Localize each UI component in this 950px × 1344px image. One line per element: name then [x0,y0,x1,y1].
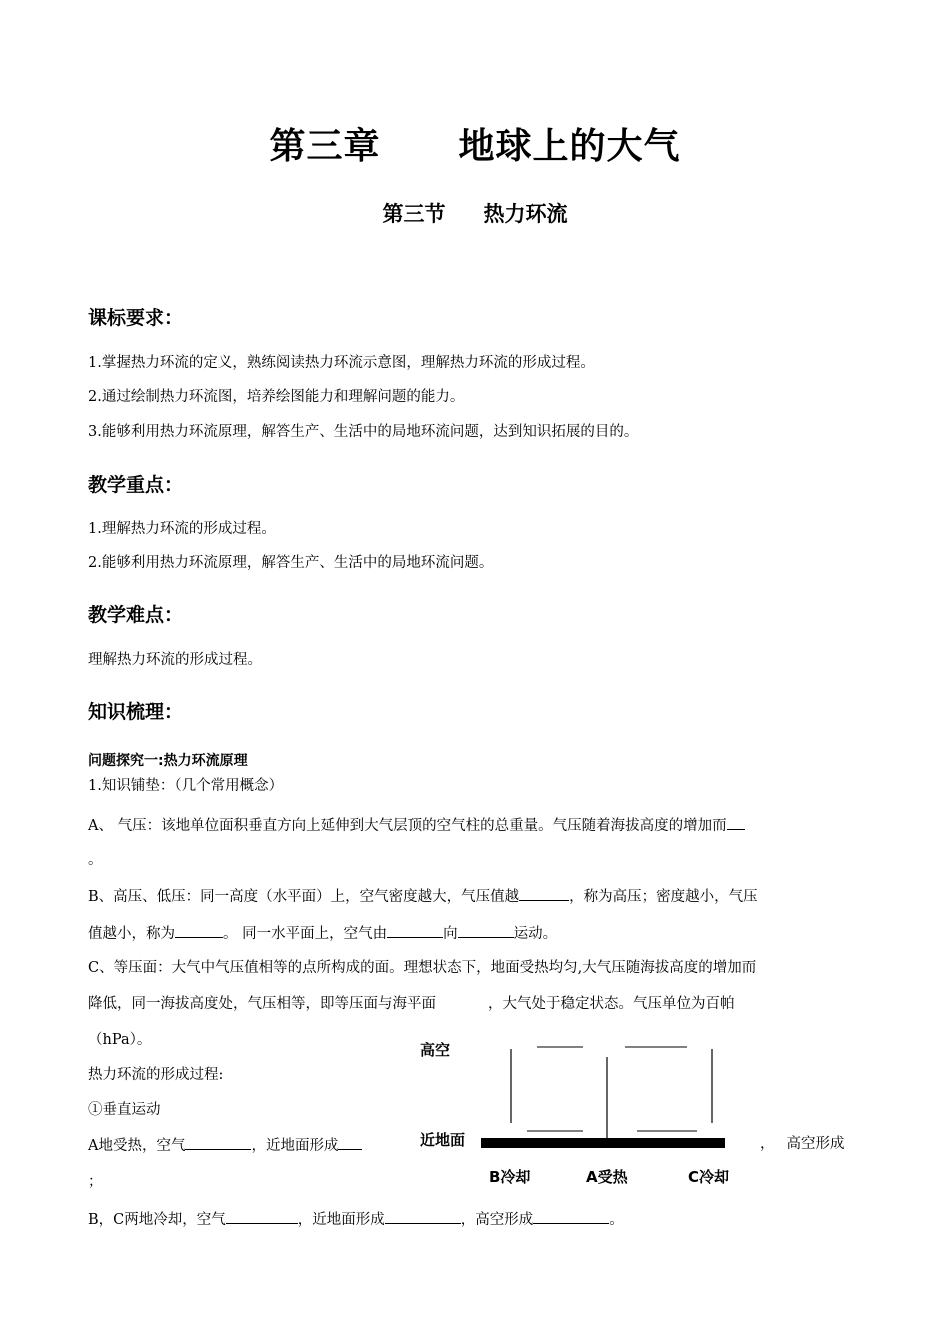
concept-a-line2: 。 [88,852,103,868]
fill-blank[interactable] [338,1134,362,1150]
fill-blank[interactable] [458,922,514,938]
label-b-cooling: B冷却 [489,1168,531,1186]
curriculum-item-1: 1.掌握热力环流的定义，熟练阅读热力环流示意图，理解热力环流的形成过程。 [88,355,595,371]
a-heat-semicolon: ； [88,1174,103,1190]
concept-b-line1 [88,885,758,907]
difficulties-heading: 教学难点： [88,604,184,626]
a-heat-line-right [760,1134,845,1154]
concept-c-text2: ，大气处于稳定状态。气压单位为百帕 [488,996,735,1012]
vertical-motion: ①垂直运动 [88,1102,161,1118]
chapter-number: 第三章 [269,126,381,167]
concept-b-text3: 值越小，称为 [88,926,175,942]
key-point-1: 1.理解热力环流的形成过程。 [88,521,276,537]
concept-b-line2 [88,922,557,944]
curriculum-item-2: 2.通过绘制热力环流图，培养绘图能力和理解问题的能力。 [88,389,465,405]
label-c-cooling: C冷却 [688,1168,730,1186]
fill-blank[interactable] [727,814,745,830]
bc-text3: ，高空形成 [460,1212,534,1228]
label-a-heating: A受热 [586,1168,628,1186]
fill-blank[interactable] [519,885,569,901]
a-heat-line [88,1134,362,1156]
concept-c-line2 [88,994,735,1014]
difficulty-1: 理解热力环流的形成过程。 [88,652,262,668]
label-high-altitude: 高空 [420,1041,451,1059]
a-heat-text3: 高空形成 [786,1136,845,1152]
fill-blank[interactable] [533,1208,609,1224]
fill-blank[interactable] [387,922,443,938]
a-heat-text1: A地受热，空气 [88,1138,186,1154]
curriculum-heading: 课标要求： [88,307,184,329]
concept-b-text1: B、高压、低压：同一高度（水平面）上，空气密度越大，气压值越 [88,889,520,905]
key-points-heading: 教学重点： [88,474,184,496]
concept-b-text6: 运动。 [513,926,558,942]
section-number: 第三节 [382,202,446,226]
concept-b-text5: 向 [443,926,458,942]
fill-blank[interactable] [175,922,223,938]
concept-b-text2: ，称为高压；密度越小，气压 [569,889,758,905]
section-name: 热力环流 [483,202,568,226]
ground-surface [481,1138,725,1148]
bc-cool-line [88,1208,624,1230]
bc-text2: ，近地面形成 [297,1212,385,1228]
fill-blank[interactable] [385,1208,461,1224]
concept-c-line1: C、等压面：大气中气压值相等的点所构成的面。理想状态下，地面受热均匀,大气压随海拔高度的增加而 [88,960,757,976]
concept-b-text4: 。 同一水平面上，空气由 [223,926,388,942]
fill-blank[interactable] [185,1134,251,1150]
concept-c-text1: 降低，同一海拔高度处，气压相等，即等压面与海平面 [88,996,436,1012]
label-ground: 近地面 [420,1131,466,1149]
bc-text1: B，C两地冷却，空气 [88,1212,226,1228]
concept-a-line1 [88,814,745,836]
fill-blank[interactable] [226,1208,298,1224]
knowledge-heading: 知识梳理： [88,701,184,723]
knowledge-intro: 1.知识铺垫：（几个常用概念） [88,778,284,794]
bc-text4: 。 [609,1212,624,1228]
thermal-circulation-diagram [415,1035,755,1195]
chapter-name: 地球上的大气 [458,126,681,167]
section-title [0,198,950,228]
key-point-2: 2.能够利用热力环流原理，解答生产、生活中的局地环流问题。 [88,555,494,571]
inquiry-title: 问题探究一:热力环流原理 [88,753,248,769]
concept-a-text: A、 气压：该地单位面积垂直方向上延伸到大气层顶的空气柱的总重量。气压随着海拔高度的增加而 [88,818,727,834]
a-heat-comma: ， [760,1136,775,1152]
concept-c-line3: （hPa）。 [88,1032,152,1048]
a-heat-text2: ，近地面形成 [251,1138,339,1154]
process-title: 热力环流的形成过程: [88,1067,224,1083]
chapter-title [0,118,950,169]
curriculum-item-3: 3.能够利用热力环流原理，解答生产、生活中的局地环流问题，达到知识拓展的目的。 [88,424,639,440]
